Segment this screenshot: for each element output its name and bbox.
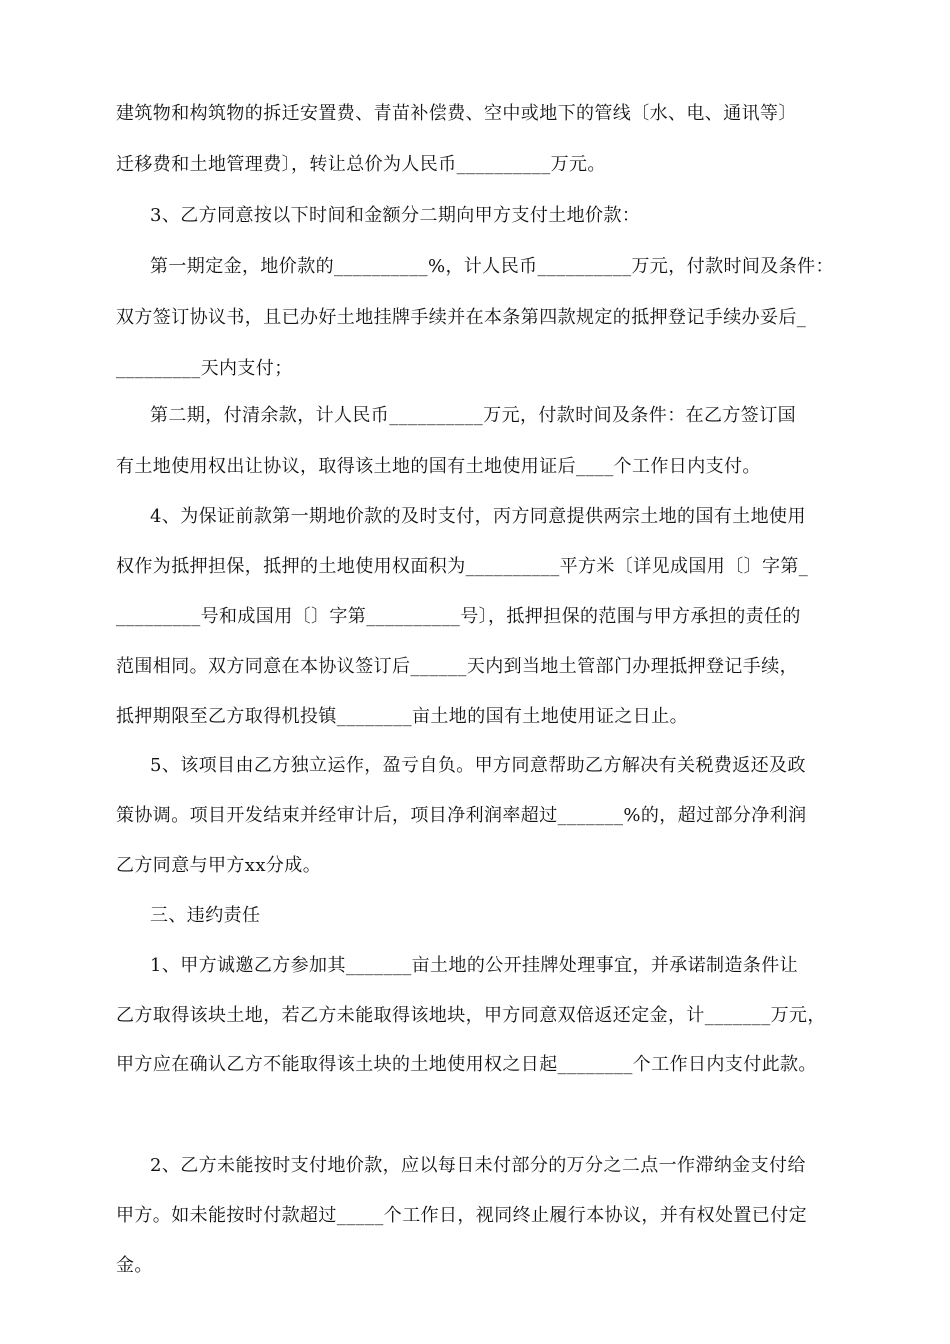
text-line-11: _________号和成国用〔〕字第__________号〕，抵押担保的范围与甲方承担的责任的 bbox=[116, 606, 801, 627]
text-line-10: 权作为抵押担保，抵押的土地使用权面积为__________平方米〔详见成国用〔〕字第_ bbox=[116, 556, 809, 577]
text-line-20: 甲方应在确认乙方不能取得该土块的土地使用权之日起________个工作日内支付此款。 bbox=[116, 1054, 817, 1075]
text-line-1: 建筑物和构筑物的拆迁安置费、青苗补偿费、空中或地下的管线〔水、电、通讯等〕 bbox=[116, 103, 797, 124]
text-line-19: 乙方取得该块土地，若乙方未能取得该地块，甲方同意双倍返还定金，计_______万元， bbox=[116, 1005, 826, 1026]
text-line-12: 范围相同。双方同意在本协议签订后______天内到当地土管部门办理抵押登记手续， bbox=[116, 656, 798, 677]
text-line-7: 第二期，付清余款，计人民币__________万元，付款时间及条件：在乙方签订国 bbox=[150, 405, 796, 426]
text-line-22: 甲方。如未能按时付款超过_____个工作日，视同终止履行本协议，并有权处置已付定 bbox=[116, 1205, 807, 1226]
text-line-9: 4、为保证前款第一期地价款的及时支付，丙方同意提供两宗土地的国有土地使用 bbox=[150, 506, 806, 527]
text-line-23: 金。 bbox=[116, 1255, 153, 1276]
text-line-21: 2、乙方未能按时支付地价款，应以每日未付部分的万分之二点一作滞纳金支付给 bbox=[150, 1155, 806, 1176]
section-heading: 三、违约责任 bbox=[150, 905, 261, 926]
text-line-15: 策协调。项目开发结束并经审计后，项目净利润率超过_______%的，超过部分净利润 bbox=[116, 805, 807, 826]
text-line-6: _________天内支付； bbox=[116, 358, 293, 379]
text-line-13: 抵押期限至乙方取得机投镇________亩土地的国有土地使用证之日止。 bbox=[116, 706, 688, 727]
text-line-2: 迁移费和土地管理费〕，转让总价为人民币__________万元。 bbox=[116, 154, 606, 175]
text-line-14: 5、该项目由乙方独立运作，盈亏自负。甲方同意帮助乙方解决有关税费返还及政 bbox=[150, 755, 806, 776]
text-line-5: 双方签订协议书，且已办好土地挂牌手续并在本条第四款规定的抵押登记手续办妥后_ bbox=[116, 307, 807, 328]
text-line-3: 3、乙方同意按以下时间和金额分二期向甲方支付土地价款： bbox=[150, 205, 641, 226]
text-line-8: 有土地使用权出让协议，取得该土地的国有土地使用证后____个工作日内支付。 bbox=[116, 456, 761, 477]
text-line-16: 乙方同意与甲方xx分成。 bbox=[116, 855, 322, 876]
text-line-4: 第一期定金，地价款的__________%，计人民币__________万元，付款时间及条件： bbox=[150, 256, 834, 277]
text-line-18: 1、甲方诚邀乙方参加其_______亩土地的公开挂牌处理事宜，并承诺制造条件让 bbox=[150, 955, 799, 976]
